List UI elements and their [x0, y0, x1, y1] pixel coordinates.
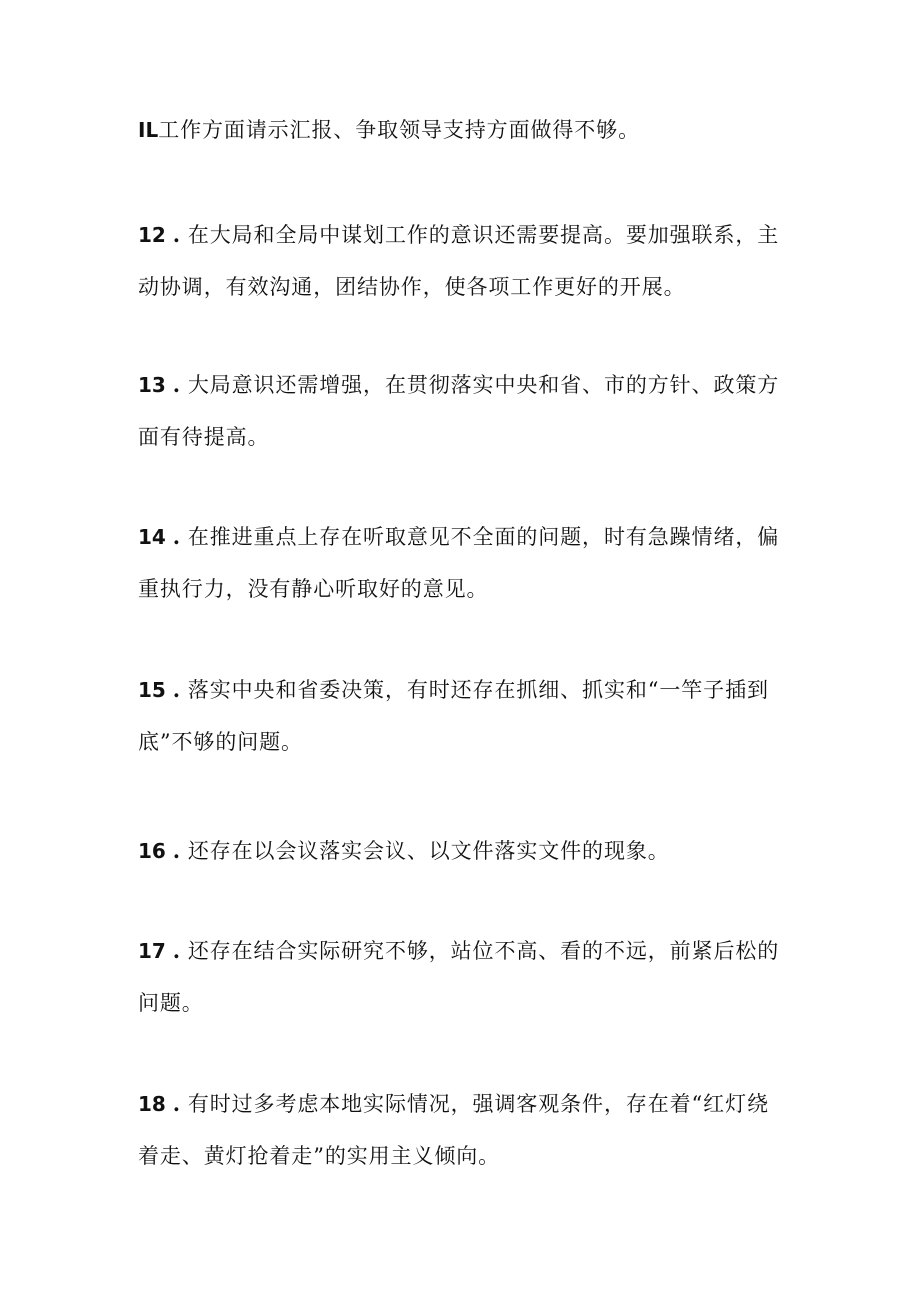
item-separator: .	[172, 222, 181, 247]
list-item	[138, 209, 790, 313]
list-item	[138, 664, 790, 768]
list-item	[138, 359, 790, 463]
item-separator: .	[172, 372, 181, 397]
item-separator: .	[172, 677, 181, 702]
item-text: 大局意识还需增强，在贯彻落实中央和省、市的方针、政策方面有待提高。	[138, 373, 780, 449]
item-text: 工作方面请示汇报、争取领导支持方面做得不够。	[158, 118, 640, 142]
item-number: 15	[138, 678, 166, 702]
list-item	[138, 925, 790, 1029]
item-text: 有时过多考虑本地实际情况，强调客观条件，存在着“红灯绕着走、黄灯抢着走”的实用主义倾向。	[138, 1092, 769, 1168]
item-text: 落实中央和省委决策，有时还存在抓细、抓实和“一竿子插到底”不够的问题。	[138, 678, 769, 754]
item-number: 13	[138, 373, 166, 397]
item-number: 16	[138, 839, 166, 863]
item-number: 12	[138, 223, 166, 247]
item-separator: .	[172, 1091, 181, 1116]
item-text: 还存在以会议落实会议、以文件落实文件的现象。	[187, 839, 670, 863]
item-number: 18	[138, 1092, 166, 1116]
item-text: 还存在结合实际研究不够，站位不高、看的不远，前紧后松的问题。	[138, 939, 780, 1015]
list-item	[138, 104, 790, 156]
item-number: 17	[138, 939, 166, 963]
list-item	[138, 1078, 790, 1182]
item-separator: .	[172, 838, 181, 863]
item-separator: .	[172, 524, 181, 549]
item-number: IL	[138, 118, 159, 142]
item-number: 14	[138, 525, 166, 549]
list-item	[138, 511, 790, 615]
item-text: 在大局和全局中谋划工作的意识还需要提高。要加强联系，主动协调，有效沟通，团结协作，使各项工作更好的开展。	[138, 223, 780, 299]
list-item	[138, 825, 790, 877]
item-text: 在推进重点上存在听取意见不全面的问题，时有急躁情绪，偏重执行力，没有静心听取好的意见。	[138, 525, 780, 601]
item-separator: .	[172, 938, 181, 963]
